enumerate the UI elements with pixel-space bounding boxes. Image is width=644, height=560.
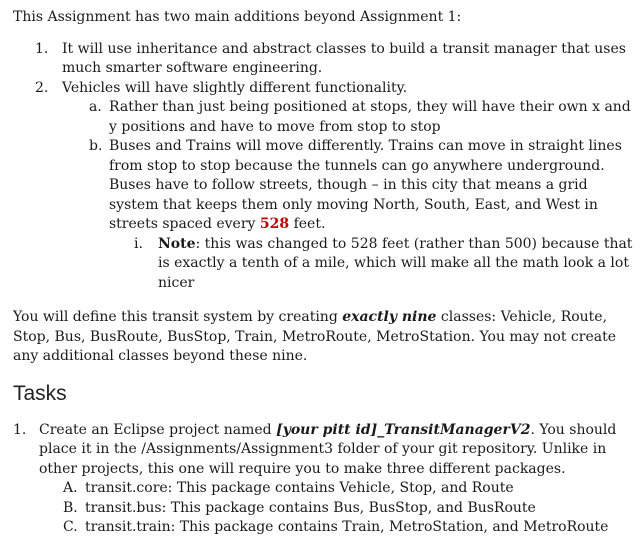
highlighted-value: 528 [259,216,290,232]
note-label: Note [158,235,196,252]
package-text: transit.bus: This package contains Bus, BusStop, and BusRoute [85,499,536,516]
list-marker: B. [63,499,78,516]
package-text: transit.core: This package contains Vehicle, Stop, and Route [85,480,514,496]
task-item-1 [13,421,637,480]
list-marker: a. [89,99,102,115]
list-marker: 1. [35,40,49,57]
project-name: [your pitt id]_TransitManagerV2 [276,421,531,438]
package-item-a [13,479,637,499]
list-item-text: Vehicles will have slightly different functionality. [62,79,408,96]
package-item-c [13,518,637,538]
list-marker: b. [89,138,103,154]
system-paragraph [13,308,637,367]
list-item-text-end: feet. [289,216,326,232]
list-marker: C. [63,519,78,535]
list-marker: 1. [13,421,27,438]
package-item-b [13,499,637,519]
intro-paragraph: This Assignment has two main additions beyond Assignment 1: [13,9,462,25]
tasks-heading: Tasks [13,381,67,405]
list-marker: A. [63,480,78,496]
list-marker: i. [134,235,143,252]
list-item-text: It will use inheritance and abstract classes to build a transit manager that uses much smarter software engineering. [62,40,626,76]
task-text-end: . You should place it in the /Assignments/Assignment3 folder of your git repository. Unlike in other projects, this one will require you to make three different packages. [39,421,617,477]
package-text: transit.train: This package contains Train, MetroStation, and MetroRoute [85,519,609,535]
list-marker: 2. [35,79,49,96]
list-item-note [13,235,637,294]
task-text: Create an Eclipse project named [39,421,277,438]
system-text: You will define this transit system by creating [13,309,343,325]
system-text-end: classes: Vehicle, Route, Stop, Bus, BusRoute, BusStop, Train, MetroRoute, MetroStation. You may not create any additional classes beyond these nine. [13,309,616,364]
document-page [13,8,637,538]
list-item-2 [13,79,637,99]
note-text: : this was changed to 528 feet (rather than 500) because that is exactly a tenth of a mile, which will make all the math look a lot nicer [158,235,633,291]
list-item-2b [13,137,637,235]
list-item-text: Rather than just being positioned at stops, they will have their own x and y positions and have to move from stop to stop [109,99,631,135]
list-item-text: Buses and Trains will move differently. Trains can move in straight lines from stop to stop because the tunnels can go anywhere underground. Buses have to follow streets, though – in this city that means a grid system that keeps them only moving North, South, East, and West in streets spaced every [109,138,622,232]
list-item-2a [13,98,637,137]
list-item-1 [13,40,637,79]
emphasis-text: exactly nine [342,309,437,325]
